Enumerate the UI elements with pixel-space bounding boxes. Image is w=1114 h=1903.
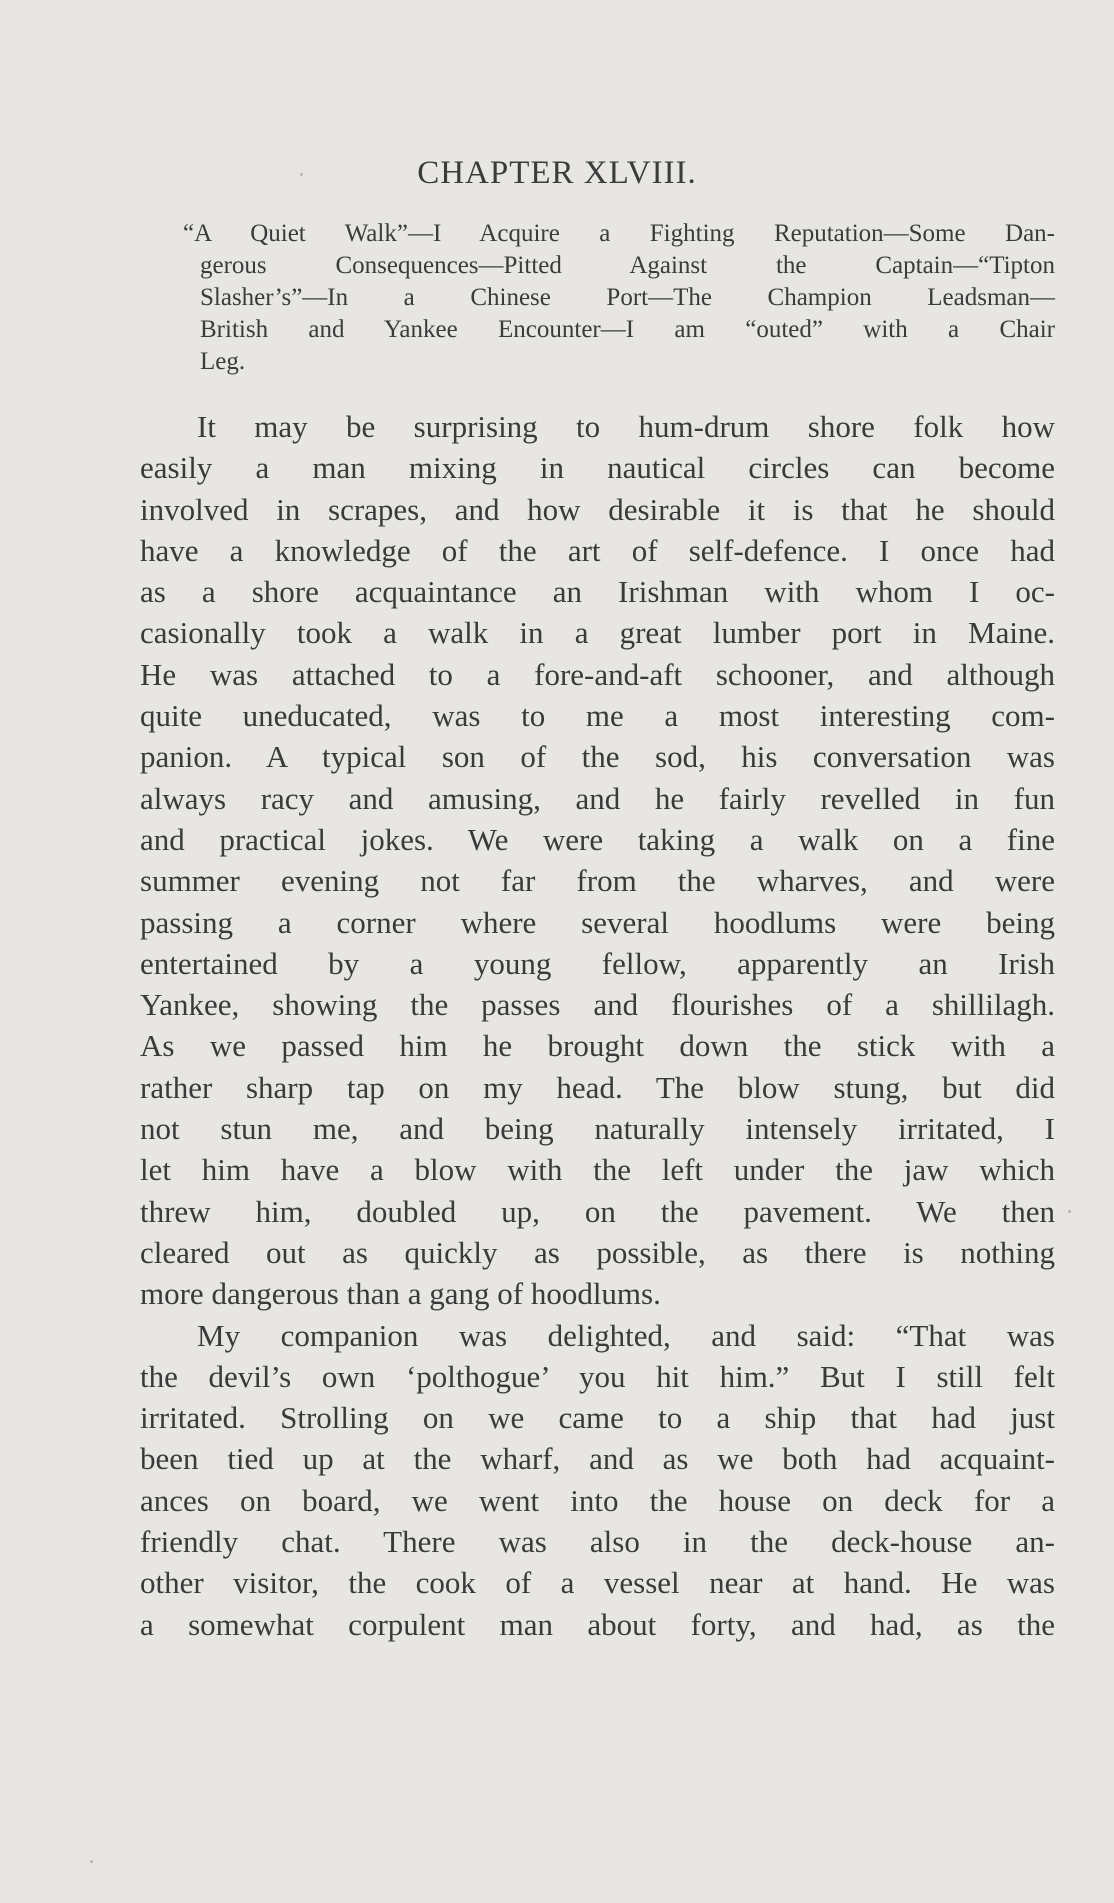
text-line: involved in scrapes, and how desirable it is that he should [140, 491, 1055, 527]
text-line: quite uneducated, was to me a most interesting com- [140, 698, 1055, 734]
text-line: have a knowledge of the art of self-defence. I once had [140, 532, 1055, 568]
body-text [140, 406, 1055, 1645]
text-line: Yankee, showing the passes and flourishes of a shillilagh. [140, 987, 1055, 1023]
text-line: and practical jokes. We were taking a walk on a fine [140, 821, 1055, 857]
chapter-synopsis [183, 218, 1055, 378]
text-line: more dangerous than a gang of hoodlums. [140, 1276, 661, 1312]
paragraph-1 [140, 406, 1055, 1315]
text-line: other visitor, the cook of a vessel near at hand. He was [140, 1565, 1055, 1601]
text-line: As we passed him he brought down the stick with a [140, 1028, 1055, 1064]
text-line: threw him, doubled up, on the pavement. We then [140, 1193, 1055, 1229]
text-line: casionally took a walk in a great lumber port in Maine. [140, 615, 1055, 651]
text-line: friendly chat. There was also in the deck-house an- [140, 1524, 1055, 1560]
synopsis-line: gerous Consequences—Pitted Against the Captain—“Tipton [200, 252, 1055, 279]
synopsis-line: “A Quiet Walk”—I Acquire a Fighting Reputation—Some Dan- [183, 220, 1055, 247]
text-line: as a shore acquaintance an Irishman with whom I oc- [140, 574, 1055, 610]
text-line: been tied up at the wharf, and as we both had acquaint- [140, 1441, 1055, 1477]
paper-speck [1068, 1210, 1071, 1213]
text-line: rather sharp tap on my head. The blow stung, but did [140, 1069, 1055, 1105]
text-line: summer evening not far from the wharves, and were [140, 863, 1055, 899]
paper-speck [300, 173, 303, 176]
text-line: irritated. Strolling on we came to a ship that had just [140, 1400, 1055, 1436]
text-line: panion. A typical son of the sod, his conversation was [140, 739, 1055, 775]
text-line: It may be surprising to hum-drum shore folk how [197, 409, 1055, 444]
text-line: not stun me, and being naturally intensely irritated, I [140, 1111, 1055, 1147]
text-line: a somewhat corpulent man about forty, and had, as the [140, 1606, 1055, 1642]
text-line: entertained by a young fellow, apparently an Irish [140, 945, 1055, 981]
synopsis-line: British and Yankee Encounter—I am “outed” with a Chair [200, 316, 1055, 343]
text-line: easily a man mixing in nautical circles can become [140, 450, 1055, 486]
synopsis-line: Slasher’s”—In a Chinese Port—The Champion Leadsman— [200, 284, 1055, 311]
chapter-heading: CHAPTER XLVIII. [417, 155, 697, 191]
text-line: ances on board, we went into the house on deck for a [140, 1482, 1055, 1518]
text-line: He was attached to a fore-and-aft schooner, and although [140, 656, 1055, 692]
paragraph-2 [140, 1315, 1055, 1645]
text-line: always racy and amusing, and he fairly revelled in fun [140, 780, 1055, 816]
text-line: let him have a blow with the left under the jaw which [140, 1152, 1055, 1188]
synopsis-line: Leg. [200, 348, 246, 375]
text-line: passing a corner where several hoodlums were being [140, 904, 1055, 940]
text-line: cleared out as quickly as possible, as there is nothing [140, 1234, 1055, 1270]
paper-speck [90, 1860, 93, 1863]
text-line: My companion was delighted, and said: “That was [197, 1317, 1055, 1353]
text-line: the devil’s own ‘polthogue’ you hit him.” But I still felt [140, 1358, 1055, 1394]
